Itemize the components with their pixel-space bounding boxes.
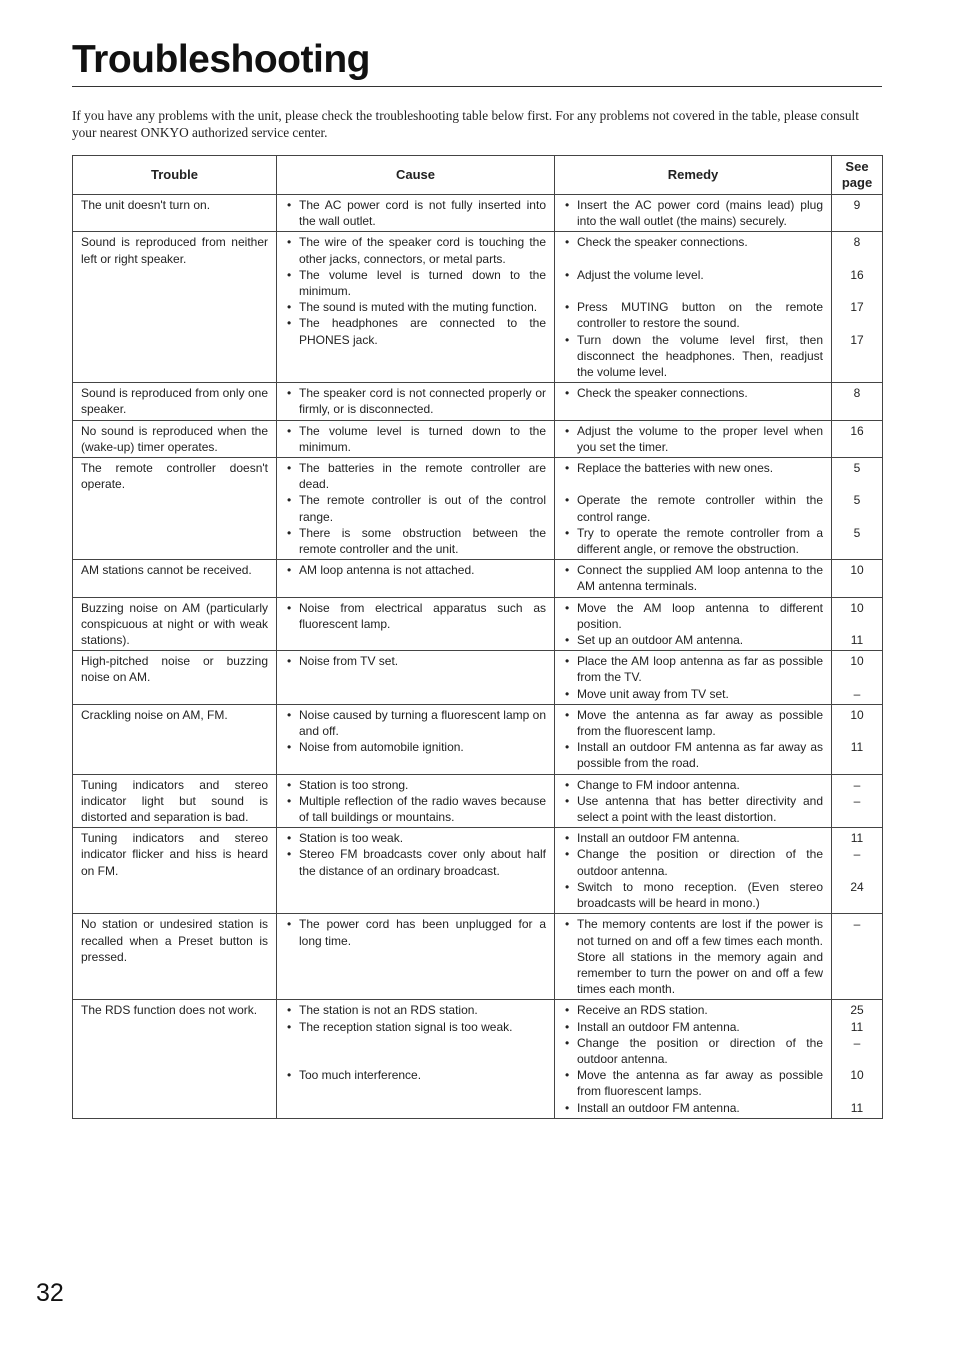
page-ref: 25	[850, 1003, 864, 1018]
intro-paragraph: If you have any problems with the unit, please check the troubleshooting table below first. For any problems not covered in the table, please consult your nearest ONKYO authorized service center.	[72, 108, 859, 140]
page-ref: 11	[850, 633, 864, 648]
see-page-cell	[832, 383, 883, 420]
header-trouble: Trouble	[73, 156, 277, 195]
page-ref: 10	[850, 654, 864, 669]
table-header-row	[73, 156, 883, 195]
trouble-cell: Crackling noise on AM, FM.	[73, 704, 277, 774]
page-ref: –	[853, 847, 861, 862]
header-see-line1: See	[845, 159, 869, 174]
page-ref: 16	[850, 267, 864, 282]
page-ref: 11	[850, 1100, 864, 1115]
cause-cell	[277, 195, 555, 232]
remedy-cell	[555, 704, 832, 774]
page-ref: –	[853, 917, 861, 932]
remedy-item: • Place the AM loop antenna as far as possible from the TV.	[563, 653, 823, 685]
page-ref: –	[853, 793, 861, 808]
cause-item: • Stereo FM broadcasts cover only about half the distance of an ordinary broadcast.	[285, 846, 546, 878]
cause-item: • The remote controller is out of the control range.	[285, 492, 546, 524]
page-ref: 8	[853, 386, 861, 401]
remedy-item: • Check the speaker connections.	[563, 234, 823, 250]
page-ref: 11	[850, 740, 864, 755]
cause-item: • The wire of the speaker cord is touching the other jacks, connectors, or metal parts.	[285, 234, 546, 266]
table-row	[73, 1000, 883, 1118]
remedy-cell	[555, 383, 832, 420]
cause-item: • The volume level is turned down to the minimum.	[285, 267, 546, 299]
page-title: Troubleshooting	[72, 38, 370, 81]
trouble-cell: No sound is reproduced when the (wake-up) timer operates.	[73, 420, 277, 457]
page-ref: 11	[850, 831, 864, 846]
table-row	[73, 828, 883, 914]
trouble-cell: The RDS function does not work.	[73, 1000, 277, 1118]
table-row	[73, 651, 883, 705]
remedy-item: • Receive an RDS station.	[563, 1002, 823, 1018]
remedy-item: • Change to FM indoor antenna.	[563, 777, 823, 793]
page-ref: 9	[853, 198, 861, 212]
cause-cell	[277, 914, 555, 1000]
remedy-item: • Use antenna that has better directivity and select a point with the least distortion.	[563, 793, 823, 825]
header-remedy: Remedy	[555, 156, 832, 195]
see-page-cell	[832, 704, 883, 774]
remedy-item: • Change the position or direction of the outdoor antenna.	[563, 1035, 823, 1067]
table-row	[73, 597, 883, 651]
trouble-cell: No station or undesired station is recalled when a Preset button is pressed.	[73, 914, 277, 1000]
trouble-cell: Buzzing noise on AM (particularly conspicuous at night or with weak stations).	[73, 597, 277, 651]
cause-cell	[277, 232, 555, 383]
remedy-item: • Connect the supplied AM loop antenna to the AM antenna terminals.	[563, 562, 823, 594]
page-ref: –	[853, 686, 861, 701]
trouble-cell: The remote controller doesn't operate.	[73, 458, 277, 560]
cause-item: • Multiple reflection of the radio waves because of tall buildings or mountains.	[285, 793, 546, 825]
cause-item: • The reception station signal is too weak.	[285, 1019, 546, 1035]
remedy-item: • Change the position or direction of the outdoor antenna.	[563, 846, 823, 878]
page-ref: 11	[850, 1019, 864, 1034]
cause-cell	[277, 774, 555, 828]
cause-cell	[277, 458, 555, 560]
see-page-cell	[832, 458, 883, 560]
remedy-item: • Install an outdoor FM antenna as far away as possible from the road.	[563, 739, 823, 771]
remedy-item: • Check the speaker connections.	[563, 385, 823, 401]
table-row	[73, 704, 883, 774]
trouble-cell: Tuning indicators and stereo indicator flicker and hiss is heard on FM.	[73, 828, 277, 914]
header-see-page	[832, 156, 883, 195]
page-number: 32	[36, 1279, 64, 1307]
cause-cell	[277, 704, 555, 774]
remedy-cell	[555, 1000, 832, 1118]
remedy-item: • Move the AM loop antenna to different position.	[563, 600, 823, 632]
cause-cell	[277, 651, 555, 705]
remedy-item: • Operate the remote controller within the control range.	[563, 492, 823, 524]
remedy-cell	[555, 914, 832, 1000]
cause-item: • Noise from TV set.	[285, 653, 546, 669]
see-page-cell	[832, 774, 883, 828]
cause-item: • AM loop antenna is not attached.	[285, 562, 546, 578]
page-ref: 10	[850, 600, 864, 615]
trouble-cell: Tuning indicators and stereo indicator light but sound is distorted and separation is bad.	[73, 774, 277, 828]
table-row	[73, 232, 883, 383]
see-page-cell	[832, 195, 883, 232]
remedy-cell	[555, 420, 832, 457]
remedy-item: • Press MUTING button on the remote controller to restore the sound.	[563, 299, 823, 331]
page-ref: –	[853, 1035, 861, 1050]
cause-item: • The AC power cord is not fully inserted into the wall outlet.	[285, 197, 546, 229]
remedy-item: • Insert the AC power cord (mains lead) plug into the wall outlet (the mains) securely.	[563, 197, 823, 229]
page-ref: 17	[850, 300, 864, 315]
see-page-cell	[832, 597, 883, 651]
remedy-item: • Move the antenna as far away as possible from fluorescent lamps.	[563, 1067, 823, 1099]
header-cause: Cause	[277, 156, 555, 195]
cause-item: • Too much interference.	[285, 1067, 546, 1083]
troubleshooting-table	[72, 155, 883, 1119]
page-ref: 17	[850, 332, 864, 347]
trouble-cell: High-pitched noise or buzzing noise on AM.	[73, 651, 277, 705]
see-page-cell	[832, 828, 883, 914]
trouble-cell: Sound is reproduced from neither left or right speaker.	[73, 232, 277, 383]
see-page-cell	[832, 560, 883, 597]
cause-item: • The station is not an RDS station.	[285, 1002, 546, 1018]
page-ref: 16	[850, 423, 864, 438]
remedy-item: • Set up an outdoor AM antenna.	[563, 632, 823, 648]
remedy-item: • Move the antenna as far away as possible from the fluorescent lamp.	[563, 707, 823, 739]
page-ref: 24	[850, 879, 864, 894]
remedy-cell	[555, 828, 832, 914]
cause-item: • Station is too strong.	[285, 777, 546, 793]
cause-cell	[277, 420, 555, 457]
remedy-cell	[555, 651, 832, 705]
cause-cell	[277, 828, 555, 914]
page-ref: 10	[850, 563, 864, 578]
page-ref: –	[853, 777, 861, 792]
cause-cell	[277, 383, 555, 420]
remedy-item: • Adjust the volume to the proper level when you set the timer.	[563, 423, 823, 455]
cause-item: • The sound is muted with the muting function.	[285, 299, 546, 315]
cause-item: • The headphones are connected to the PHONES jack.	[285, 315, 546, 347]
remedy-item: • The memory contents are lost if the power is not turned on and off a few times each month. Store all stations in the memory again and remember to turn the power on and off a few times each month.	[563, 916, 823, 997]
cause-item: • Station is too weak.	[285, 830, 546, 846]
cause-item: • The volume level is turned down to the minimum.	[285, 423, 546, 455]
table-row	[73, 914, 883, 1000]
cause-item: • The speaker cord is not connected properly or firmly, or is disconnected.	[285, 385, 546, 417]
cause-item: • Noise from automobile ignition.	[285, 739, 546, 755]
remedy-item: • Install an outdoor FM antenna.	[563, 830, 823, 846]
see-page-cell	[832, 1000, 883, 1118]
remedy-item: • Move unit away from TV set.	[563, 686, 823, 702]
cause-cell	[277, 1000, 555, 1118]
table-row	[73, 774, 883, 828]
remedy-cell	[555, 597, 832, 651]
table-row	[73, 195, 883, 232]
remedy-item: • Replace the batteries with new ones.	[563, 460, 823, 476]
cause-item: • The batteries in the remote controller are dead.	[285, 460, 546, 492]
see-page-cell	[832, 420, 883, 457]
remedy-cell	[555, 195, 832, 232]
remedy-item: • Try to operate the remote controller from a different angle, or remove the obstruction.	[563, 525, 823, 557]
page-ref: 10	[850, 1068, 864, 1083]
trouble-cell: AM stations cannot be received.	[73, 560, 277, 597]
table-row	[73, 383, 883, 420]
page-ref: 5	[853, 461, 861, 476]
header-see-line2: page	[841, 175, 873, 190]
page-ref: 5	[853, 493, 861, 508]
remedy-item: • Install an outdoor FM antenna.	[563, 1019, 823, 1035]
cause-item: • The power cord has been unplugged for a long time.	[285, 916, 546, 948]
remedy-cell	[555, 774, 832, 828]
trouble-cell: The unit doesn't turn on.	[73, 195, 277, 232]
page-ref: 5	[853, 525, 861, 540]
see-page-cell	[832, 914, 883, 1000]
trouble-cell: Sound is reproduced from only one speaker.	[73, 383, 277, 420]
table-row	[73, 560, 883, 597]
remedy-item: • Turn down the volume level first, then disconnect the headphones. Then, readjust the volume level.	[563, 332, 823, 381]
cause-cell	[277, 597, 555, 651]
cause-item: • Noise caused by turning a fluorescent lamp on and off.	[285, 707, 546, 739]
remedy-cell	[555, 458, 832, 560]
see-page-cell	[832, 232, 883, 383]
see-page-cell	[832, 651, 883, 705]
remedy-item: • Adjust the volume level.	[563, 267, 823, 283]
remedy-item: • Install an outdoor FM antenna.	[563, 1100, 823, 1116]
remedy-cell	[555, 560, 832, 597]
cause-cell	[277, 560, 555, 597]
cause-item: • There is some obstruction between the remote controller and the unit.	[285, 525, 546, 557]
page-ref: 8	[853, 235, 861, 250]
table-row	[73, 458, 883, 560]
title-rule	[72, 86, 882, 87]
cause-item: • Noise from electrical apparatus such as fluorescent lamp.	[285, 600, 546, 632]
table-row	[73, 420, 883, 457]
page-ref: 10	[850, 707, 864, 722]
remedy-cell	[555, 232, 832, 383]
remedy-item: • Switch to mono reception. (Even stereo broadcasts will be heard in mono.)	[563, 879, 823, 911]
